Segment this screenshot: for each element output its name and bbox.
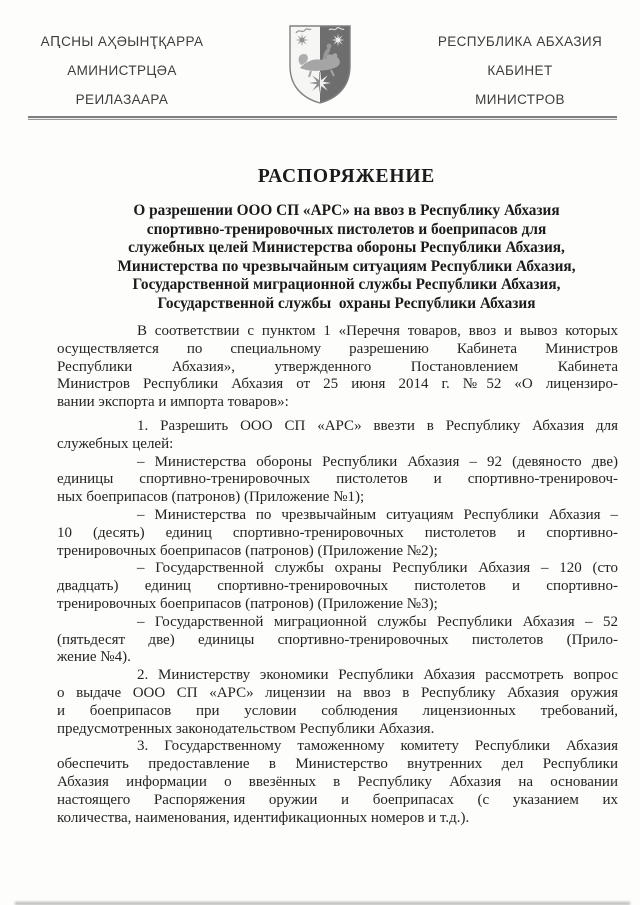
body-line: осуществляется по специальному разрешению Кабинета Министров — [57, 340, 618, 357]
body-line: обеспечить предоставление в Министерство внутренних дел Республики — [57, 756, 618, 773]
abkhazia-coat-of-arms-icon — [287, 23, 353, 109]
body-line: настоящего Распоряжения оружии и боеприпасах (с указанием их — [57, 791, 618, 808]
body-line: – Министерства обороны Республики Абхазия – 92 (девяносто две) — [137, 453, 618, 470]
letterhead-line: РЕСПУБЛИКА АБХАЗИЯ — [437, 34, 603, 49]
subject-line: Государственной службы охраны Республики Абхазия — [157, 294, 536, 312]
body-line: вании экспорта и импорта товаров»: — [57, 394, 289, 411]
body-line: 3. Государственному таможенному комитету Республики Абхазия — [137, 738, 618, 755]
letterhead-line: РЕИЛАЗААРА — [75, 92, 169, 107]
body-line: Республики Абхазия», утвержденного Постановлением Кабинета — [57, 358, 618, 375]
body-paragraph — [57, 418, 618, 454]
body-line: тренировочных боеприпасов (патронов) (Приложение №3); — [57, 595, 438, 612]
star-icon — [296, 34, 309, 47]
subject-line: спортивно-тренировочных пистолетов и боеприпасов для — [146, 220, 547, 238]
subject-line: Министерства по чрезвычайным ситуациям Республики Абхазия, — [117, 257, 576, 275]
letterhead-line: АМИНИСТРЦӘА — [67, 63, 177, 78]
document-body — [57, 323, 618, 827]
letterhead-line: КАБИНЕТ — [487, 63, 553, 78]
body-line: 2. Министерству экономики Республики Абхазия рассмотреть вопрос — [137, 667, 618, 684]
body-paragraph — [57, 560, 618, 613]
subject-line: О разрешении ООО СП «АРС» на ввоз в Республику Абхазия — [133, 202, 560, 219]
body-paragraph — [57, 614, 618, 667]
body-line: тренировочных боеприпасов (патронов) (Приложение №2); — [57, 542, 438, 559]
body-line: – Государственной миграционной службы Республики Абхазия – 52 — [137, 613, 618, 630]
body-line: жение №4). — [57, 649, 131, 666]
body-line: ных боеприпасов (патронов) (Приложение №1); — [57, 489, 365, 506]
body-line: – Государственной службы охраны Республики Абхазия – 120 (сто — [137, 560, 618, 577]
body-line: 1. Разрешить ООО СП «АРС» ввезти в Республику Абхазия для — [137, 417, 618, 434]
letterhead-line: МИНИСТРОВ — [475, 92, 565, 107]
body-paragraph — [57, 454, 618, 507]
body-paragraph — [57, 667, 618, 738]
body-paragraph — [57, 507, 618, 560]
letterhead-line: АԤСНЫ АҲӘЫНҬҚАРРА — [40, 34, 204, 49]
body-line: количества, наименования, идентификационных номеров и т.д.). — [57, 809, 470, 826]
body-line: В соответствии с пунктом 1 «Перечня товаров, ввоз и вывоз которых — [137, 323, 618, 339]
letterhead-right — [420, 27, 620, 114]
body-line: (пятьдесят две) единицы спортивно-тренировочных пистолетов (Прило- — [57, 631, 618, 648]
letterhead-left — [22, 27, 222, 114]
body-line: единицы спортивно-тренировочных пистолетов и спортивно-тренировоч- — [57, 471, 618, 488]
subject-line: служебных целей Министерства обороны Республики Абхазия, — [128, 239, 565, 257]
body-line: предусмотренных законодательством Республики Абхазия. — [57, 720, 435, 737]
body-line: и боеприпасов при условии соблюдения лицензионных требований, — [57, 702, 618, 719]
body-line: 10 (десять) единиц спортивно-тренировочных пистолетов и спортивно- — [57, 524, 618, 541]
star-icon — [332, 34, 345, 47]
body-line: двадцать) единиц спортивно-тренировочных пистолетов и спортивно- — [57, 578, 618, 595]
body-paragraph — [57, 738, 618, 827]
body-paragraph — [57, 323, 618, 412]
body-line: служебных целей: — [57, 435, 174, 452]
subject-line: Государственной миграционной службы Республики Абхазия, — [132, 276, 561, 294]
document-subject — [66, 202, 627, 314]
body-line: о выдаче ООО СП «АРС» лицензии на ввоз в Республику Абхазия оружия — [57, 684, 618, 701]
coat-of-arms-svg — [287, 23, 353, 107]
body-line: – Министерства по чрезвычайным ситуациям Республики Абхазия – — [137, 506, 618, 523]
header-divider — [28, 116, 617, 120]
body-line: Абхазия информации о ввезённых в Республику Абхазия на основании — [57, 773, 618, 790]
body-line: Министров Республики Абхазия от 25 июня 2014 г. №52 «О лицензиро- — [57, 376, 618, 393]
document-title: РАСПОРЯЖЕНИЕ — [257, 166, 436, 187]
